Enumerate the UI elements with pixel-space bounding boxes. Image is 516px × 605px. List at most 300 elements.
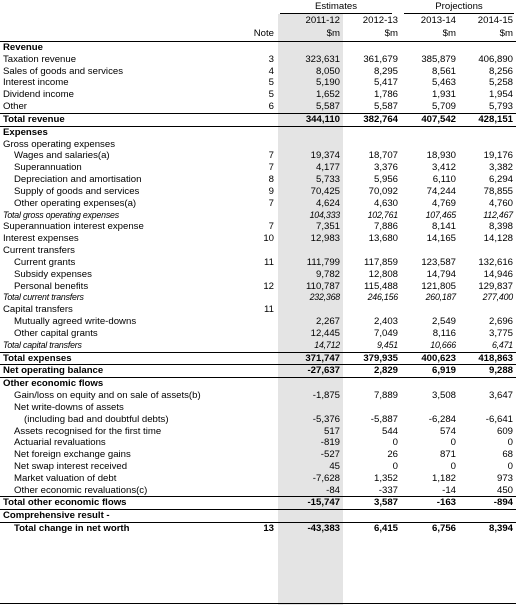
- row-note: 13: [263, 523, 274, 535]
- row-note: [240, 426, 274, 438]
- row-value: 121,805: [421, 280, 456, 292]
- row-note: 5: [268, 89, 274, 101]
- row-value: 379,935: [363, 352, 398, 364]
- row-value: 2,267: [315, 316, 340, 328]
- row-note: [240, 114, 274, 126]
- row-label: Total gross operating expenses: [3, 209, 119, 220]
- row-value: 382,764: [363, 113, 398, 125]
- row-note: [240, 328, 274, 340]
- row-value: 12,445: [310, 327, 340, 339]
- row-note: [240, 365, 274, 377]
- row-value: 8,050: [315, 65, 340, 77]
- row-value: [343, 127, 398, 139]
- row-value: 68: [502, 449, 513, 461]
- row-value: 6,919: [431, 365, 456, 377]
- row-value: 3,412: [431, 162, 456, 174]
- row-value: -819: [320, 437, 340, 449]
- table-row: [0, 390, 516, 402]
- year-header-2013-14: 2013-14: [420, 15, 456, 26]
- row-value: 18,707: [368, 150, 398, 162]
- row-value: -527: [320, 449, 340, 461]
- row-value: 3,647: [488, 390, 513, 402]
- row-note: [240, 402, 274, 414]
- row-value: 45: [329, 460, 340, 472]
- table-row: [0, 269, 516, 281]
- row-note: [240, 473, 274, 485]
- group-header-estimates: Estimates: [280, 1, 392, 14]
- row-value: [458, 378, 513, 390]
- row-note: [240, 449, 274, 461]
- row-note: [240, 414, 274, 426]
- row-value: 7,889: [373, 390, 398, 402]
- table-row: [0, 139, 516, 151]
- row-value: -894: [493, 497, 513, 509]
- row-label: Total other economic flows: [3, 497, 127, 509]
- row-value: 70,092: [368, 185, 398, 197]
- row-value: [458, 304, 513, 316]
- row-value: -84: [326, 484, 340, 496]
- row-label: Current transfers: [3, 245, 75, 257]
- row-value: 117,859: [364, 256, 398, 268]
- unit-header: $m: [326, 28, 340, 39]
- row-value: [343, 245, 398, 257]
- row-value: 1,954: [488, 89, 513, 101]
- row-value: 232,368: [309, 292, 340, 303]
- row-value: [403, 245, 456, 257]
- row-label: Net foreign exchange gains: [14, 449, 131, 461]
- row-value: -1,875: [312, 390, 340, 402]
- row-note: [240, 127, 274, 139]
- row-label: Net write-downs of assets: [14, 401, 124, 413]
- row-note: 7: [268, 197, 274, 209]
- row-value: 70,425: [310, 185, 340, 197]
- row-label: Other capital grants: [14, 327, 98, 339]
- row-value: [403, 127, 456, 139]
- row-label: Net swap interest received: [14, 460, 128, 472]
- row-value: -163: [436, 497, 456, 509]
- row-value: 115,488: [364, 280, 398, 292]
- row-label: Total current transfers: [3, 292, 84, 303]
- row-value: 6,471: [491, 339, 513, 350]
- row-note: 9: [268, 185, 274, 197]
- row-value: 6,110: [432, 174, 456, 186]
- row-value: [343, 510, 398, 522]
- row-value: [458, 42, 513, 54]
- year-header-2011-12: 2011-12: [305, 15, 340, 26]
- row-label: Total capital transfers: [3, 339, 82, 350]
- row-value: 9,451: [376, 339, 398, 350]
- row-note: [240, 139, 274, 151]
- row-label: Superannuation interest expense: [3, 221, 144, 233]
- row-value: 4,769: [431, 197, 456, 209]
- row-value: 517: [323, 425, 340, 437]
- row-label: Total revenue: [3, 113, 65, 125]
- row-label: Capital transfers: [3, 304, 73, 316]
- row-value: 609: [496, 425, 513, 437]
- row-label: Other economic revaluations(c): [14, 484, 148, 496]
- row-value: [278, 510, 340, 522]
- row-label: Expenses: [3, 126, 48, 138]
- table-row: [0, 364, 516, 377]
- table-row: [0, 42, 516, 54]
- row-value: 7,886: [373, 221, 398, 233]
- operating-statement-table: [0, 42, 516, 535]
- row-value: 12,808: [368, 268, 398, 280]
- row-label: Net operating balance: [3, 365, 104, 377]
- row-label: Subsidy expenses: [14, 268, 92, 280]
- row-value: 871: [439, 449, 456, 461]
- row-value: 2,829: [373, 365, 398, 377]
- row-note: [240, 210, 274, 222]
- row-value: [458, 245, 513, 257]
- table-row: [0, 426, 516, 438]
- table-row: [0, 66, 516, 78]
- row-note: [240, 378, 274, 390]
- row-value: 8,141: [431, 221, 456, 233]
- row-value: 12,983: [310, 233, 340, 245]
- row-label: Assets recognised for the first time: [14, 425, 162, 437]
- row-label: Gain/loss on equity and on sale of assets(b): [14, 390, 201, 402]
- row-value: 18,930: [426, 150, 456, 162]
- row-value: 14,794: [426, 268, 456, 280]
- row-label: Actuarial revaluations: [14, 437, 106, 449]
- row-note: 4: [268, 65, 274, 77]
- row-value: [343, 378, 398, 390]
- row-note: [240, 316, 274, 328]
- row-note: 7: [268, 221, 274, 233]
- unit-header: $m: [499, 28, 513, 39]
- row-note: 11: [264, 304, 274, 316]
- row-value: 973: [496, 472, 513, 484]
- row-value: [278, 378, 340, 390]
- row-value: 6,415: [373, 523, 398, 535]
- row-value: 10,666: [430, 339, 456, 350]
- row-value: 4,177: [315, 162, 340, 174]
- row-label: Supply of goods and services: [14, 185, 140, 197]
- row-note: [240, 42, 274, 54]
- table-row: [0, 126, 516, 139]
- row-value: 7,049: [373, 327, 398, 339]
- row-note: [240, 269, 274, 281]
- table-row: [0, 522, 516, 535]
- row-value: 14,165: [426, 233, 456, 245]
- row-value: 9,782: [315, 268, 340, 280]
- year-header-2012-13: 2012-13: [362, 15, 398, 26]
- row-label: Interest income: [3, 77, 69, 89]
- row-value: [278, 245, 340, 257]
- row-label: Total expenses: [3, 352, 72, 364]
- row-value: 110,787: [306, 280, 340, 292]
- table-row: [0, 377, 516, 390]
- table-row: [0, 245, 516, 257]
- row-label: Revenue: [3, 42, 43, 53]
- row-value: 361,679: [363, 53, 398, 65]
- table-row: [0, 292, 516, 304]
- table-row: [0, 281, 516, 293]
- row-label: Mutually agreed write-downs: [14, 316, 137, 328]
- row-value: 111,799: [306, 256, 340, 268]
- row-value: 4,624: [315, 197, 340, 209]
- row-note: 5: [268, 77, 274, 89]
- row-note: [240, 292, 274, 304]
- table-row: [0, 340, 516, 352]
- row-value: 5,587: [315, 101, 340, 113]
- row-value: 5,733: [315, 174, 340, 186]
- row-value: 0: [450, 437, 456, 449]
- row-label: Gross operating expenses: [3, 138, 115, 150]
- row-value: [458, 402, 513, 414]
- row-value: [278, 139, 340, 151]
- row-value: [278, 304, 340, 316]
- row-value: 260,187: [425, 292, 456, 303]
- row-value: 5,709: [431, 101, 456, 113]
- row-value: [343, 304, 398, 316]
- row-note: [240, 461, 274, 473]
- row-value: 400,623: [421, 352, 456, 364]
- row-value: 2,549: [431, 316, 456, 328]
- row-note: 7: [268, 162, 274, 174]
- row-value: 1,352: [373, 472, 398, 484]
- row-value: 0: [507, 460, 513, 472]
- row-value: -15,747: [307, 497, 340, 509]
- row-value: -5,887: [370, 413, 398, 425]
- row-value: [403, 304, 456, 316]
- table-row: [0, 473, 516, 485]
- row-label: Taxation revenue: [3, 53, 77, 65]
- row-value: 26: [387, 449, 398, 461]
- row-value: 19,374: [310, 150, 340, 162]
- table-row: [0, 485, 516, 497]
- row-note: [240, 340, 274, 352]
- row-value: 2,696: [488, 316, 513, 328]
- unit-header: $m: [442, 28, 456, 39]
- row-value: -14: [442, 484, 456, 496]
- row-label: Other: [3, 101, 27, 113]
- row-note: 12: [263, 280, 274, 292]
- row-value: 0: [507, 437, 513, 449]
- row-value: 3,376: [373, 162, 398, 174]
- table-row: [0, 414, 516, 426]
- row-value: 344,110: [305, 113, 340, 125]
- row-value: 407,542: [421, 113, 456, 125]
- row-value: 3,587: [373, 497, 398, 509]
- table-row: [0, 461, 516, 473]
- row-value: -27,637: [307, 365, 340, 377]
- row-note: 10: [263, 233, 274, 245]
- row-label: Dividend income: [3, 89, 74, 101]
- table-row: [0, 174, 516, 186]
- row-value: 1,786: [373, 89, 398, 101]
- row-note: 7: [268, 150, 274, 162]
- note-column-header: Note: [253, 28, 274, 39]
- row-value: 5,258: [488, 77, 513, 89]
- row-value: 1,652: [315, 89, 340, 101]
- row-value: 406,890: [478, 53, 513, 65]
- row-note: 6: [268, 101, 274, 113]
- row-note: 3: [268, 53, 274, 65]
- row-label: Depreciation and amortisation: [14, 174, 142, 186]
- table-row: [0, 150, 516, 162]
- column-header: [0, 15, 516, 42]
- row-value: 14,128: [483, 233, 513, 245]
- row-note: 8: [268, 174, 274, 186]
- row-value: 14,946: [483, 268, 513, 280]
- row-value: 8,398: [488, 221, 513, 233]
- row-value: 8,394: [488, 523, 513, 535]
- row-value: 74,244: [426, 185, 456, 197]
- row-value: [278, 127, 340, 139]
- row-value: 102,761: [367, 209, 398, 220]
- row-value: 132,616: [478, 256, 513, 268]
- row-value: [458, 139, 513, 151]
- row-label: Interest expenses: [3, 233, 79, 245]
- row-value: 5,793: [488, 101, 513, 113]
- row-value: 1,182: [431, 472, 456, 484]
- row-value: [403, 378, 456, 390]
- row-value: 574: [439, 425, 456, 437]
- row-value: 2,403: [373, 316, 398, 328]
- row-label: Market valuation of debt: [14, 472, 117, 484]
- row-label: Comprehensive result -: [3, 510, 110, 522]
- row-value: 5,956: [373, 174, 398, 186]
- row-label: Personal benefits: [14, 280, 89, 292]
- table-row: [0, 304, 516, 316]
- row-value: 428,151: [478, 113, 513, 125]
- table-row: [0, 449, 516, 461]
- row-value: 0: [450, 460, 456, 472]
- row-value: -6,284: [428, 413, 456, 425]
- row-value: 9,288: [488, 365, 513, 377]
- row-value: 371,747: [305, 352, 340, 364]
- table-row: [0, 221, 516, 233]
- row-value: 8,116: [432, 327, 456, 339]
- row-value: 450: [496, 484, 513, 496]
- row-value: 5,587: [373, 101, 398, 113]
- row-value: -43,383: [307, 523, 340, 535]
- row-label: Other economic flows: [3, 378, 104, 390]
- row-value: [458, 127, 513, 139]
- row-value: [343, 42, 398, 54]
- row-note: [240, 497, 274, 509]
- table-row: [0, 113, 516, 126]
- row-value: 3,775: [488, 327, 513, 339]
- row-note: 11: [264, 256, 274, 268]
- row-value: 8,561: [431, 65, 456, 77]
- row-note: [240, 245, 274, 257]
- table-row: [0, 328, 516, 340]
- group-header-projections: Projections: [404, 1, 514, 14]
- table-row: [0, 162, 516, 174]
- row-value: 0: [392, 460, 398, 472]
- year-header-2014-15: 2014-15: [477, 15, 513, 26]
- table-row: [0, 509, 516, 522]
- row-value: 1,931: [431, 89, 456, 101]
- row-note: [240, 510, 274, 522]
- table-row: [0, 210, 516, 222]
- row-value: [278, 42, 340, 54]
- table-row: [0, 89, 516, 101]
- row-label: Total change in net worth: [14, 523, 130, 535]
- row-note: [240, 353, 274, 365]
- table-row: [0, 257, 516, 269]
- row-value: 123,587: [421, 256, 456, 268]
- row-value: -6,641: [485, 413, 513, 425]
- row-value: -7,628: [312, 472, 340, 484]
- row-value: 112,467: [483, 209, 513, 220]
- row-value: 8,256: [488, 65, 513, 77]
- row-label: Other operating expenses(a): [14, 197, 137, 209]
- table-row: [0, 186, 516, 198]
- table-bottom-rule: [0, 603, 516, 604]
- row-label: Current grants: [14, 256, 76, 268]
- row-value: 3,382: [488, 162, 513, 174]
- row-value: 6,294: [488, 174, 513, 186]
- table-row: [0, 54, 516, 66]
- row-label: Wages and salaries(a): [14, 150, 110, 162]
- row-value: 129,837: [478, 280, 513, 292]
- row-value: 3,508: [431, 390, 456, 402]
- row-value: 246,156: [367, 292, 398, 303]
- table-row: [0, 496, 516, 509]
- row-value: 5,463: [431, 77, 456, 89]
- row-value: [278, 402, 340, 414]
- row-value: 78,855: [483, 185, 513, 197]
- row-value: 104,333: [309, 209, 340, 220]
- row-value: -5,376: [312, 413, 340, 425]
- row-value: 5,190: [315, 77, 340, 89]
- row-value: 14,712: [314, 339, 340, 350]
- row-value: 4,760: [488, 197, 513, 209]
- row-value: 5,417: [373, 77, 398, 89]
- row-label: Sales of goods and services: [3, 65, 123, 77]
- row-value: 385,879: [421, 53, 456, 65]
- row-value: 544: [381, 425, 398, 437]
- table-row: [0, 233, 516, 245]
- row-value: [458, 510, 513, 522]
- table-row: [0, 402, 516, 414]
- row-value: 0: [392, 437, 398, 449]
- row-value: 107,465: [425, 209, 456, 220]
- row-value: 323,631: [305, 53, 340, 65]
- row-value: [343, 139, 398, 151]
- row-value: -337: [378, 484, 398, 496]
- row-value: 6,756: [431, 523, 456, 535]
- row-note: [240, 437, 274, 449]
- row-value: [403, 402, 456, 414]
- row-value: 4,630: [373, 197, 398, 209]
- row-note: [240, 485, 274, 497]
- row-value: 7,351: [315, 221, 340, 233]
- row-value: [403, 139, 456, 151]
- row-value: [343, 402, 398, 414]
- table-row: [0, 198, 516, 210]
- table-row: [0, 352, 516, 365]
- row-value: 277,400: [482, 292, 513, 303]
- row-label: (including bad and doubtful debts): [24, 413, 169, 425]
- row-note: [240, 390, 274, 402]
- table-row: [0, 437, 516, 449]
- table-row: [0, 77, 516, 89]
- table-row: [0, 101, 516, 113]
- row-value: [403, 510, 456, 522]
- row-value: 8,295: [373, 65, 398, 77]
- row-value: 13,680: [368, 233, 398, 245]
- row-label: Superannuation: [14, 162, 82, 174]
- table-row: [0, 316, 516, 328]
- row-value: 418,863: [478, 352, 513, 364]
- row-value: 19,176: [483, 150, 513, 162]
- row-value: [403, 42, 456, 54]
